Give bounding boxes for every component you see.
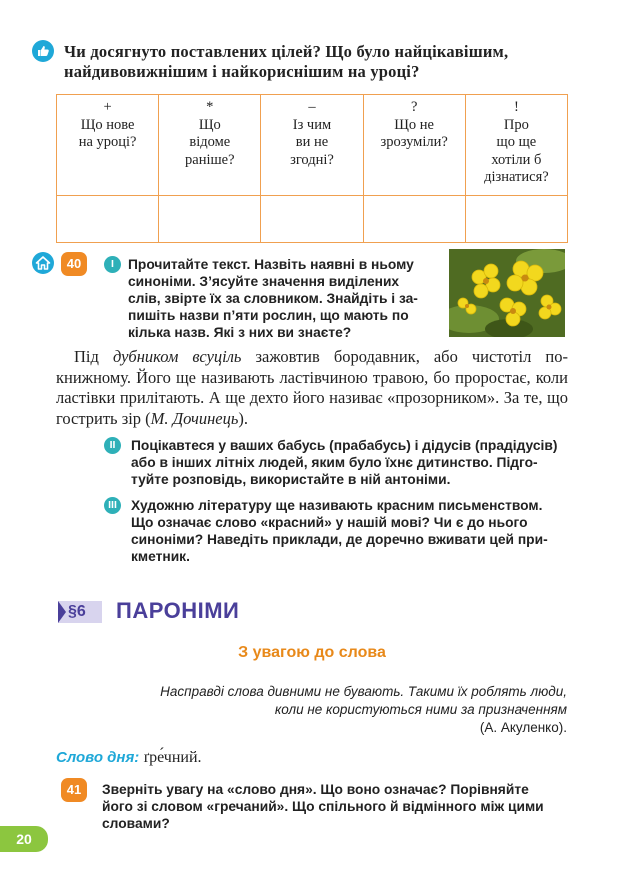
reflection-question: Чи досягнуто поставлених цілей? Що було найцікавішим, найдивовижнішим і найкориснішим на уроці? bbox=[64, 42, 509, 81]
exercise-41-text: Зверніть увагу на «слово дня». Що воно означає? Порівняйте його зі словом «гречаний». Що спільного й відмінного між цими словами? bbox=[102, 782, 544, 831]
table-empty-cell bbox=[261, 196, 363, 243]
task-1-text: Прочитайте текст. Назвіть наявні в ньому синоніми. З’ясуйте значення виділених слів, звірте їх за словником. Знайдіть і за- пишіть назви п’яти рослин, що мають по кілька назв. Які з них ви знаєте? bbox=[128, 257, 418, 340]
column-symbol: – bbox=[308, 99, 316, 115]
table-column-unclear: ? Що не зрозуміли? bbox=[363, 95, 465, 196]
exercise-number-badge: 40 bbox=[61, 252, 87, 276]
thumbs-up-icon bbox=[32, 40, 54, 62]
task-marker-1: I bbox=[104, 256, 121, 273]
section-title: ПАРОНІМИ bbox=[116, 598, 240, 623]
task-2-text: Поцікавтеся у ваших бабусь (прабабусь) і дідусів (прадідусів) або в інших літніх людей, яким було їхнє дитинство. Підго- туйте розповідь, використайте в ній антоніми. bbox=[131, 438, 558, 487]
home-icon bbox=[32, 252, 54, 274]
exercise-number-badge: 41 bbox=[61, 778, 87, 802]
table-empty-cell bbox=[465, 196, 567, 243]
author-name: М. Дочинець bbox=[150, 408, 239, 428]
column-symbol: + bbox=[103, 99, 112, 115]
epigraph-line-2: коли не користуються ними за призначенням bbox=[274, 702, 567, 717]
reflection-table bbox=[56, 94, 568, 243]
highlighted-words: дубником всуціль bbox=[112, 347, 242, 366]
table-empty-cell bbox=[363, 196, 465, 243]
word-of-day-word: ґре́чний. bbox=[143, 749, 202, 766]
epigraph-line-1: Насправді слова дивними не бувають. Такими їх роблять люди, bbox=[160, 684, 567, 699]
column-symbol: ! bbox=[513, 99, 519, 115]
section-number: §6 bbox=[68, 603, 86, 620]
column-symbol: * bbox=[206, 99, 214, 115]
attention-heading: З увагою до слова bbox=[238, 644, 386, 661]
table-empty-cell bbox=[57, 196, 159, 243]
epigraph-source: (А. Акуленко). bbox=[479, 720, 567, 735]
table-empty-cell bbox=[159, 196, 261, 243]
page-number: 20 bbox=[0, 826, 48, 852]
reading-paragraph: Під дубником всуціль зажовтив бородавник, або чистотіл по-книжному. Його ще називають ластівчиною травою, бо проростає, коли ластівки прилітають. А ще дехто його називає «прозорником». За те, що гострить зір (М. Дочинець). bbox=[56, 347, 568, 428]
table-column-learn-more: ! Про що ще хотіли б дізнатися? bbox=[465, 95, 567, 196]
task-marker-3: III bbox=[104, 497, 121, 514]
table-column-known: * Що відоме раніше? bbox=[159, 95, 261, 196]
task-3-text: Художню літературу ще називають красним письменством. Що означає слово «красний» у нашій мові? Чи є до нього синоніми? Наведіть приклади, де доречно вживати цей при- кметник. bbox=[131, 498, 548, 564]
celandine-flower-image bbox=[449, 249, 565, 337]
table-column-new: + Що нове на уроці? bbox=[57, 95, 159, 196]
column-symbol: ? bbox=[410, 99, 418, 115]
task-marker-2: II bbox=[104, 437, 121, 454]
section-chevron-icon bbox=[58, 601, 66, 623]
table-column-disagree: – Із чим ви не згодні? bbox=[261, 95, 363, 196]
word-of-day-label: Слово дня: bbox=[56, 749, 140, 766]
word-of-day bbox=[56, 748, 202, 768]
